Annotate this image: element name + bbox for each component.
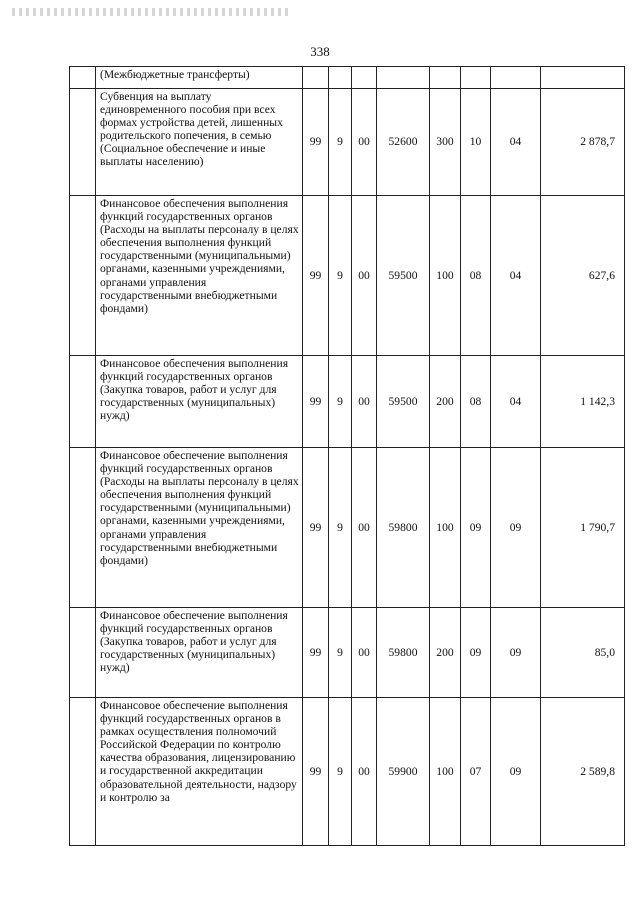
row-description: Финансовое обеспечения выполнения функций государственных органов (Закупка товаров, работ и услуг для государственных (муниципальных) нужд) [96,356,303,448]
row-description: (Межбюджетные трансферты) [96,67,303,89]
row-code-c5: 200 [430,356,461,448]
row-code-c2: 9 [329,698,352,846]
row-empty-cell [70,356,96,448]
table-row [70,698,625,846]
row-code-c1: 99 [303,608,329,698]
row-code-c3: 00 [352,608,377,698]
row-empty-cell [70,448,96,608]
row-code-c4 [377,67,430,89]
table-row [70,356,625,448]
row-code-c1: 99 [303,89,329,196]
row-code-c1: 99 [303,196,329,356]
row-code-c2: 9 [329,89,352,196]
row-description: Финансовое обеспечения выполнения функций государственных органов (Расходы на выплаты персоналу в целях обеспечения выполнения функций государственными (муниципальными) органами, казенными учреждениями, органами управления государственными внебюджетными фондами) [96,196,303,356]
row-code-c3: 00 [352,89,377,196]
page-number: 338 [310,44,330,59]
row-code-c7: 09 [491,698,541,846]
row-empty-cell [70,196,96,356]
row-description: Финансовое обеспечение выполнения функций государственных органов (Закупка товаров, работ и услуг для государственных (муниципальных) нужд) [96,608,303,698]
row-code-c5 [430,67,461,89]
row-code-c5: 100 [430,196,461,356]
row-code-c7: 09 [491,448,541,608]
row-code-c1 [303,67,329,89]
row-code-c4: 59500 [377,196,430,356]
row-code-c6: 08 [461,196,491,356]
row-code-c5: 100 [430,448,461,608]
row-code-c7 [491,67,541,89]
row-code-c1: 99 [303,356,329,448]
row-code-c6: 08 [461,356,491,448]
row-code-c3 [352,67,377,89]
row-code-c7: 04 [491,356,541,448]
row-empty-cell [70,67,96,89]
row-code-c3: 00 [352,196,377,356]
row-amount: 627,6 [541,196,625,356]
row-code-c1: 99 [303,448,329,608]
row-code-c2: 9 [329,196,352,356]
row-empty-cell [70,698,96,846]
row-amount: 1 790,7 [541,448,625,608]
row-description: Финансовое обеспечение выполнения функций государственных органов в рамках осуществления полномочий Российской Федерации по контролю качества образования, лицензированию и государственной аккредитации образовательной деятельности, надзору и контролю за [96,698,303,846]
table-row [70,67,625,89]
row-amount: 2 878,7 [541,89,625,196]
row-code-c4: 59800 [377,448,430,608]
row-code-c5: 200 [430,608,461,698]
row-amount: 1 142,3 [541,356,625,448]
row-code-c4: 52600 [377,89,430,196]
row-code-c6: 09 [461,608,491,698]
row-code-c3: 00 [352,356,377,448]
row-code-c2: 9 [329,608,352,698]
row-description: Субвенция на выплату единовременного пособия при всех формах устройства детей, лишенных родительского попечения, в семью (Социальное обеспечение и иные выплаты населению) [96,89,303,196]
row-code-c5: 100 [430,698,461,846]
row-code-c6: 07 [461,698,491,846]
table-row [70,448,625,608]
table-row [70,608,625,698]
table-row [70,196,625,356]
row-code-c4: 59900 [377,698,430,846]
row-code-c7: 04 [491,196,541,356]
row-code-c7: 09 [491,608,541,698]
row-code-c2: 9 [329,356,352,448]
row-amount [541,67,625,89]
row-empty-cell [70,89,96,196]
row-code-c3: 00 [352,448,377,608]
table-row [70,89,625,196]
row-amount: 2 589,8 [541,698,625,846]
row-code-c4: 59800 [377,608,430,698]
row-code-c6: 10 [461,89,491,196]
row-code-c6 [461,67,491,89]
budget-table [69,66,625,846]
row-code-c1: 99 [303,698,329,846]
row-code-c2 [329,67,352,89]
row-code-c2: 9 [329,448,352,608]
row-code-c4: 59500 [377,356,430,448]
row-empty-cell [70,608,96,698]
row-code-c5: 300 [430,89,461,196]
scan-artifact [12,8,292,16]
row-amount: 85,0 [541,608,625,698]
row-description: Финансовое обеспечение выполнения функций государственных органов (Расходы на выплаты персоналу в целях обеспечения выполнения функций государственными (муниципальными) органами, казенными учреждениями, органами управления государственными внебюджетными фондами) [96,448,303,608]
row-code-c3: 00 [352,698,377,846]
row-code-c6: 09 [461,448,491,608]
row-code-c7: 04 [491,89,541,196]
